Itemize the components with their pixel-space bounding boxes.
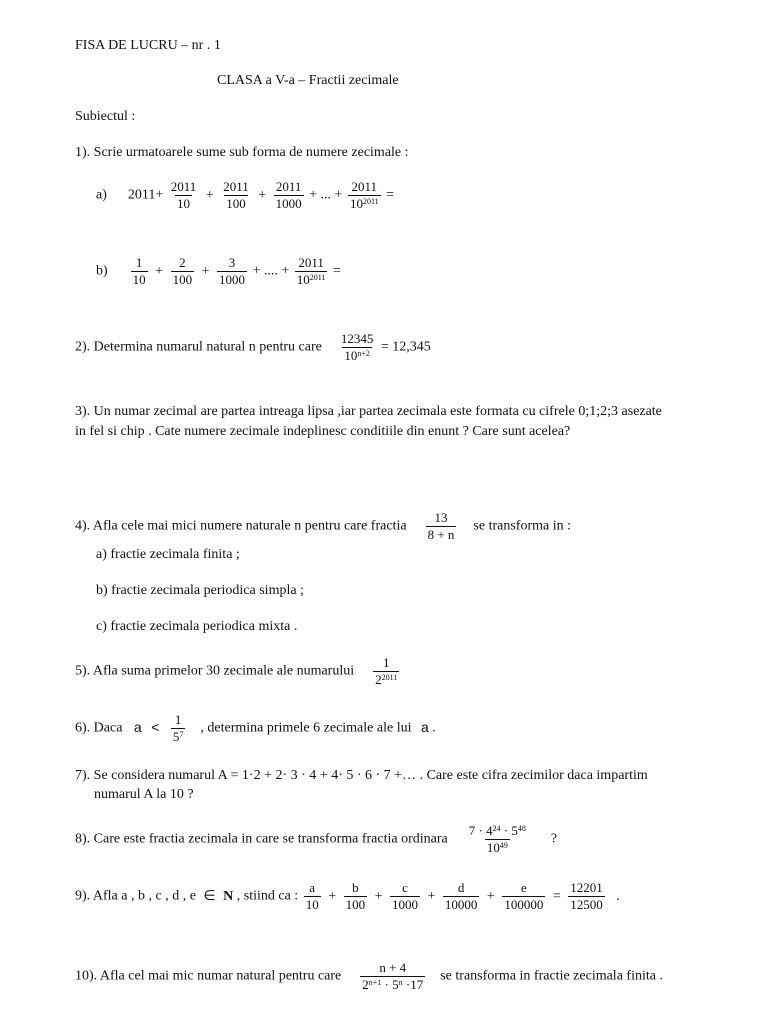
- problem-7-line-1: 7). Se considera numarul A = 1·2 + 2· 3 · 4 + 4· 5 · 6 · 7 +… . Care este cifra zecimilor daca impartim: [75, 768, 648, 783]
- fraction: $\frac{c}{1000}$: [392, 880, 418, 912]
- problem-6-after: , determina primele 6 zecimale ale lui: [200, 720, 412, 736]
- element-of: ∈: [203, 888, 216, 904]
- fraction: $\frac{2011}{10^{2011}}$: [296, 255, 326, 287]
- problem-6-text: 6). Daca: [75, 720, 123, 736]
- problem-2-rhs: = 12,345: [380, 339, 431, 355]
- fraction: $\frac{2011}{10}$: [170, 179, 197, 211]
- worksheet-title: FISA DE LUCRU – nr . 1: [75, 38, 221, 53]
- period: .: [616, 888, 620, 904]
- fraction: $\frac{13}{8 + n}$: [427, 510, 455, 542]
- ellipsis: + ... +: [309, 187, 343, 203]
- fraction: $\frac{1}{2^{2011}}$: [375, 655, 398, 687]
- fraction: $\frac{1}{5^7}$: [172, 712, 184, 744]
- fraction: $\frac{7 \cdot 4^{24} \cdot 5^{48}}{10^{49}}$: [468, 823, 526, 855]
- fraction: $\frac{12201}{12500}$: [570, 880, 603, 912]
- problem-6: [75, 713, 436, 744]
- problem-8: [75, 824, 557, 855]
- problem-5: [75, 656, 401, 687]
- equals: =: [386, 187, 395, 203]
- fraction: $\frac{2}{100}$: [172, 255, 193, 287]
- problem-8-text: 8). Care este fractia zecimala in care se transforma fractia ordinara: [75, 831, 448, 847]
- problem-10-after: se transforma in fractie zecimala finita .: [440, 968, 663, 984]
- problem-10-text: 10). Afla cel mai mic numar natural pentru care: [75, 968, 342, 984]
- problem-9-stiind: , stiind ca :: [236, 888, 299, 904]
- fraction: $\frac{d}{10000}$: [444, 880, 478, 912]
- problem-1a-label: a): [96, 187, 107, 203]
- problem-7-line-2: numarul A la 10 ?: [94, 787, 194, 802]
- problem-3-line-2: in fel si chip . Cate numere zecimale indeplinesc conditiile din enunt ? Care sunt acelea?: [75, 424, 571, 439]
- fraction: $\frac{b}{100}$: [345, 880, 366, 912]
- fraction: $\frac{2011}{100}$: [223, 179, 249, 211]
- fraction: $\frac{e}{100000}$: [504, 880, 544, 912]
- question-mark: ?: [550, 831, 558, 847]
- problem-1a-lead: 2011+: [127, 187, 164, 203]
- problem-1a-expression: a) 2011+ $\frac{2011}{10}$ + $\frac{2011}{100}$ + $\frac{2011}{1000}$ + ... + $\frac{2011}{10^{2011}}$ =: [96, 179, 395, 211]
- problem-4-text: 4). Afla cele mai mici numere naturale n pentru care fractia: [75, 518, 407, 534]
- problem-1b-label: b): [96, 263, 108, 279]
- subject-label: Subiectul :: [75, 109, 136, 124]
- natural-numbers-symbol: N: [223, 888, 234, 904]
- problem-9-text: 9). Afla a , b , c , d , e: [75, 888, 196, 904]
- fraction: $\frac{3}{1000}$: [218, 255, 245, 287]
- problem-2: [75, 332, 431, 363]
- problem-4: [75, 511, 571, 542]
- fraction: $\frac{12345}{10^{n+2}}$: [340, 331, 374, 363]
- problem-1b-expression: b) $\frac{1}{10}$ + $\frac{2}{100}$ + $\frac{3}{1000}$ + .... + $\frac{2011}{10^{2011}}$ =: [96, 255, 341, 287]
- problem-4a: a) fractie zecimala finita ;: [96, 547, 240, 562]
- problem-10: [75, 961, 663, 992]
- fraction: $\frac{2011}{10^{2011}}$: [349, 179, 379, 211]
- fraction: $\frac{2011}{1000}$: [275, 179, 302, 211]
- equals: =: [552, 888, 561, 904]
- problem-4c: c) fractie zecimala periodica mixta .: [96, 619, 298, 634]
- variable-a: a: [133, 718, 142, 735]
- problem-4-after: se transforma in :: [473, 518, 571, 534]
- problem-3-line-1: 3). Un numar zecimal are partea intreaga lipsa ,iar partea zecimala este formata cu cifrele 0;1;2;3 asezate: [75, 404, 662, 419]
- problem-9: 9). Afla a , b , c , d , e ∈ N , stiind ca : $\frac{a}{10}$ + $\frac{b}{100}$ + $\frac{c}{1000}$ + $\frac{d}{10000}$ + $\frac{e}{100000}$ = $\frac{12201}{12500}$ .: [75, 880, 620, 912]
- fraction: $\frac{a}{10}$: [305, 880, 319, 912]
- problem-2-text: 2). Determina numarul natural n pentru care: [75, 339, 322, 355]
- problem-4b: b) fractie zecimala periodica simpla ;: [96, 583, 304, 598]
- equals: =: [332, 263, 341, 279]
- period: .: [432, 720, 436, 736]
- fraction: $\frac{n + 4}{2^{n+1} \cdot 5^n \cdot 17}$: [362, 960, 424, 992]
- worksheet-subtitle: CLASA a V-a – Fractii zecimale: [217, 73, 399, 88]
- problem-5-text: 5). Afla suma primelor 30 zecimale ale numarului: [75, 663, 355, 679]
- ellipsis: + .... +: [252, 263, 290, 279]
- less-than: <: [151, 718, 160, 735]
- fraction: $\frac{1}{10}$: [132, 255, 146, 287]
- problem-1-text: 1). Scrie urmatoarele sume sub forma de numere zecimale :: [75, 145, 409, 160]
- variable-a: a: [420, 718, 429, 735]
